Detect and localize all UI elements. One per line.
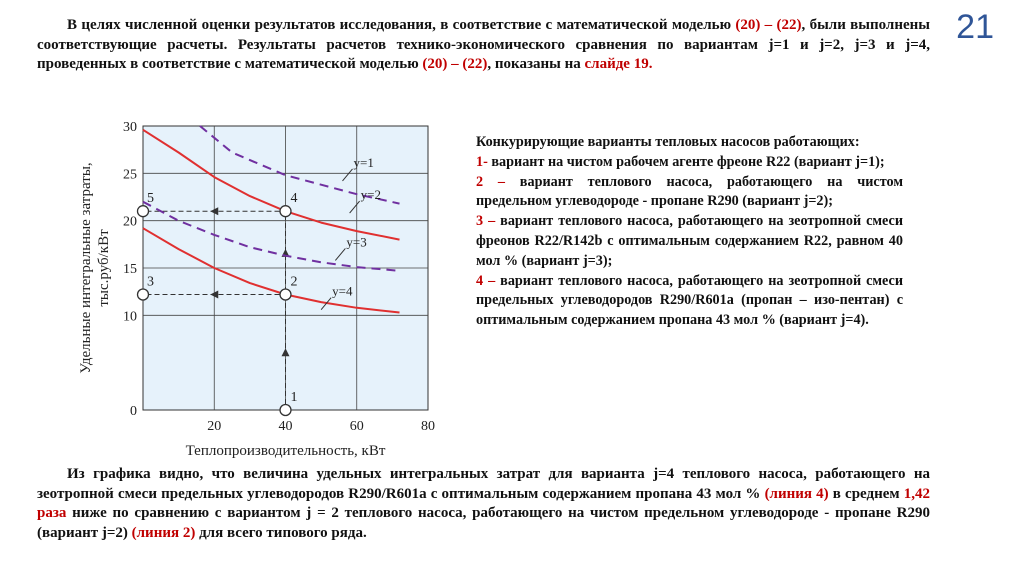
variant-text: вариант теплового насоса, работающего на зеотропной смеси предельных углеводородов R290/R601а (пропан – изо-пентан) с оптимальным содержанием пропана 43 мол % (вариант j=4).	[476, 272, 903, 329]
x-tick-label: 20	[207, 419, 222, 434]
y-tick-label: 0	[130, 404, 137, 419]
point-label-2: 2	[290, 274, 298, 290]
conclusion-text-2: в среднем	[828, 485, 904, 502]
intro-text-3: , показаны на	[487, 56, 585, 72]
intro-text-2: , были выполнены соответствующие расчеты. Результаты расчетов технико-экономического сравнения по вариантам j=1 и j=2, j=3 и j=4, проведенных в соответствие с математической моделью	[37, 17, 930, 72]
variant-number: 1-	[476, 153, 488, 170]
x-tick-label: 80	[421, 419, 435, 434]
slide-number: 21	[956, 8, 994, 46]
point-label-1: 1	[290, 390, 298, 405]
x-tick-label: 60	[349, 419, 364, 434]
variant-item-3	[476, 212, 903, 271]
y-tick-label: 25	[123, 167, 137, 183]
point-label-3: 3	[147, 274, 154, 290]
conclusion-text-3: ниже по сравнению с вариантом j = 2 теплового насоса, работающего на чистом предельном углеводороде - пропане R290 (вариант j=2)	[37, 505, 930, 541]
intro-ref-slide: слайде 19.	[584, 56, 653, 72]
y-tick-label: 20	[123, 214, 137, 230]
point-label-5: 5	[147, 191, 154, 207]
conclusion-text-1: Из графика видно, что величина удельных интегральных затрат для варианта j=4 теплового насоса, работающего на зеотропной смеси предельных углеводородов R290/R601а с оптимальным содержанием пропана 43 мол %	[37, 466, 930, 502]
conclusion-ref-line-2: (линия 2)	[131, 524, 196, 541]
y-axis-label-line-1: Удельные интегральные затраты,	[78, 162, 94, 374]
variant-text: вариант на чистом рабочем агенте фреоне R22 (вариант j=1);	[487, 153, 885, 170]
variant-item-2	[476, 173, 903, 213]
marker-point-4	[280, 206, 291, 217]
cost-chart	[60, 108, 460, 458]
marker-point-2	[280, 289, 291, 300]
marker-point-1	[280, 405, 291, 416]
intro-ref-model-1: (20) – (22)	[735, 17, 802, 33]
x-tick-label: 40	[278, 419, 293, 434]
intro-text-1: В целях численной оценки результатов исследования, в соответствие с математической моделью	[67, 17, 736, 33]
intro-ref-model-2: (20) – (22)	[422, 56, 488, 72]
marker-point-5	[138, 206, 149, 217]
y-tick-label: 10	[123, 309, 137, 325]
variant-number: 3 –	[476, 213, 496, 230]
variant-text: вариант теплового насоса, работающего на чистом предельном углеводороде - пропане R290 (вариант j=2);	[476, 173, 903, 210]
conclusion-text-4: для всего типового ряда.	[195, 524, 367, 541]
chart-container	[60, 108, 460, 458]
variant-number: 4 –	[476, 272, 496, 289]
marker-point-3	[138, 289, 149, 300]
y-tick-label: 15	[123, 262, 137, 277]
variant-number: 2 –	[476, 173, 505, 190]
point-label-4: 4	[290, 191, 298, 207]
x-axis-label: Теплопроизводительность, кВт	[185, 443, 386, 458]
series-label: y=2	[360, 187, 381, 203]
variant-item-4	[476, 272, 903, 331]
intro-paragraph	[37, 16, 930, 75]
variant-item-1	[476, 153, 903, 173]
y-axis-label-line-2: тыс.руб/кВт	[96, 229, 112, 307]
variants-heading: Конкурирующие варианты тепловых насосов работающих:	[476, 134, 860, 150]
series-label: y=4	[332, 283, 353, 299]
variant-text: вариант теплового насоса, работающего на зеотропной смеси фреонов R22/R142b с оптимальным содержанием R22, равном 40 мол % (вариант j=3);	[476, 213, 903, 269]
variants-block	[476, 133, 903, 331]
conclusion-ratio: 1,42 раза	[37, 485, 930, 521]
y-tick-label: 30	[123, 120, 137, 135]
series-label: y=3	[346, 234, 367, 250]
conclusion-paragraph	[37, 465, 930, 543]
series-label: y=1	[353, 154, 374, 170]
conclusion-ref-line-4: (линия 4)	[764, 485, 829, 502]
